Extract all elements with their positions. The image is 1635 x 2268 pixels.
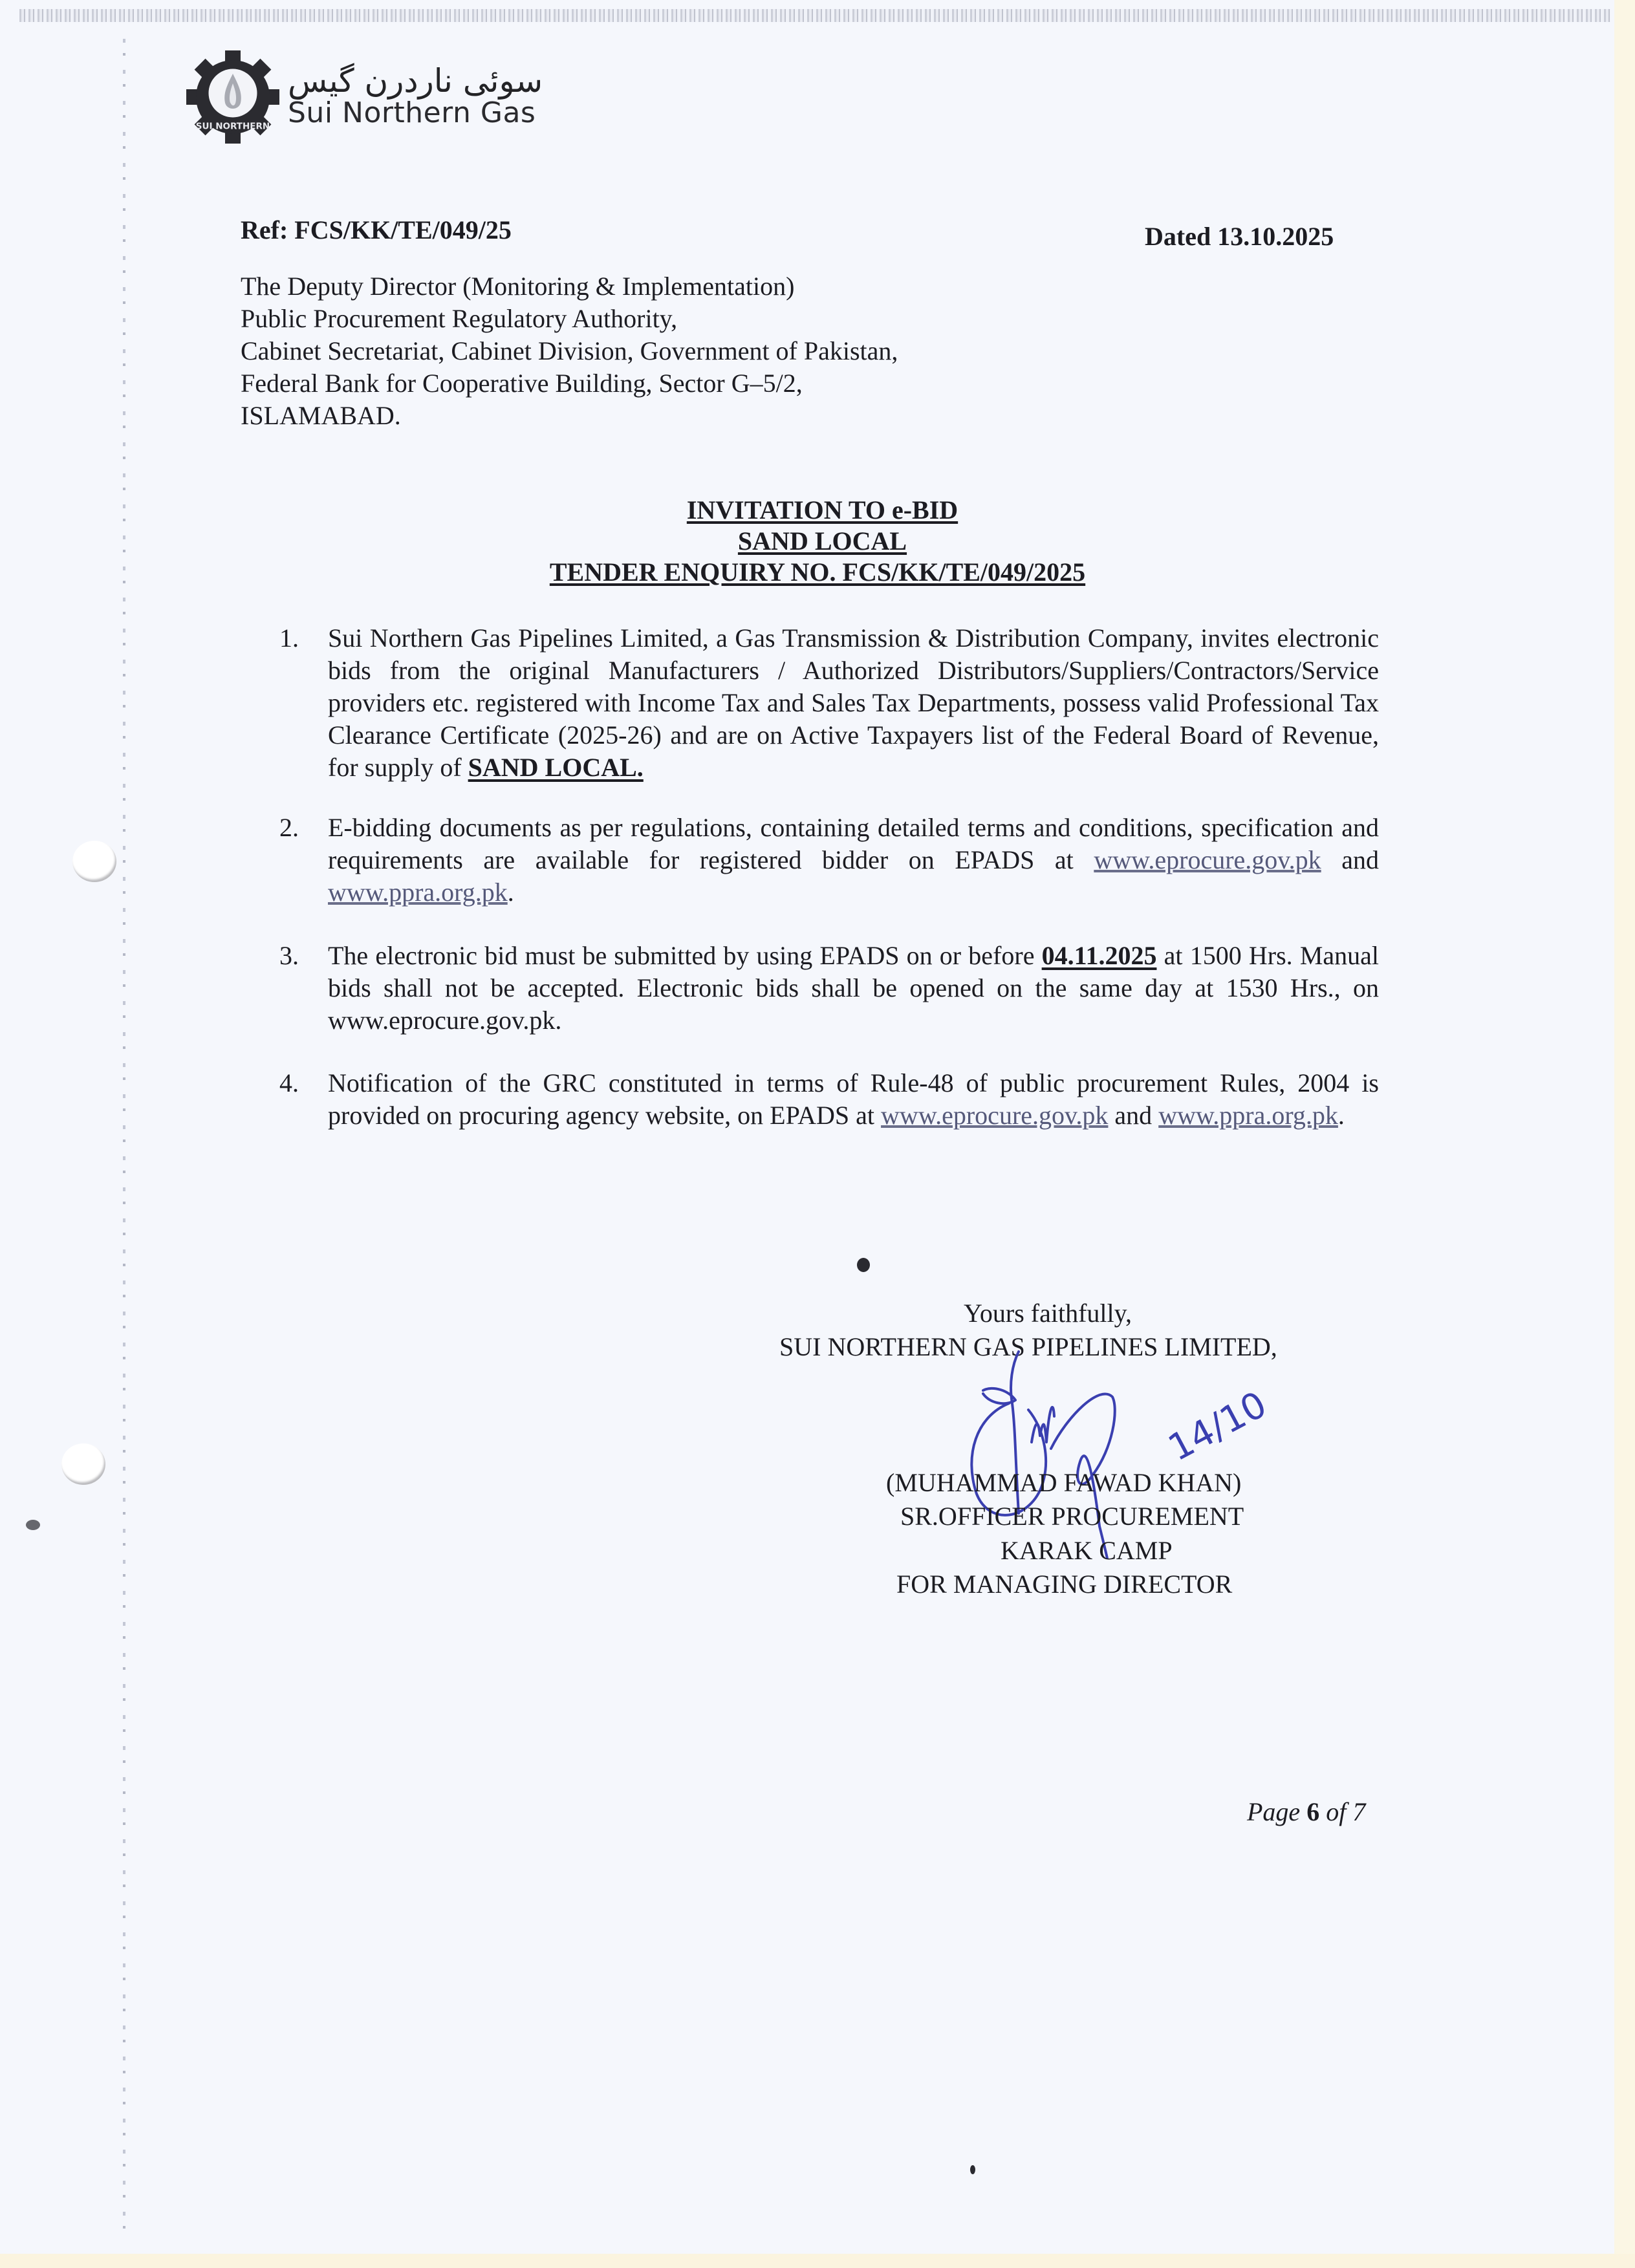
supply-item-emphasis: SAND LOCAL. <box>468 753 644 782</box>
reference-number: Ref: FCS/KK/TE/049/25 <box>241 215 512 244</box>
signature-date: 14/10 <box>1162 1383 1274 1470</box>
page-of: of <box>1326 1797 1347 1826</box>
paragraph-2 <box>279 812 1379 909</box>
paragraph-number: 3. <box>279 941 299 970</box>
scan-margin-right <box>1614 0 1635 2268</box>
signatory-title: SR.OFFICER PROCUREMENT <box>900 1502 1244 1531</box>
binding-edge-artifact <box>123 39 125 2238</box>
title-tender-number: TENDER ENQUIRY NO. FCS/KK/TE/049/2025 <box>549 557 1086 587</box>
paragraph-1 <box>279 622 1379 784</box>
paragraph-text: E-bidding documents as per regulations, containing detailed terms and conditions, specification and requirements are available for registered bidder on EPADS at <box>328 813 1379 874</box>
signatory-on-behalf: FOR MANAGING DIRECTOR <box>896 1570 1233 1599</box>
title-item: SAND LOCAL <box>737 526 907 556</box>
ppra-link[interactable]: www.ppra.org.pk <box>328 878 508 907</box>
paragraph-number: 2. <box>279 813 299 842</box>
ink-speck <box>857 1258 870 1272</box>
logo-emblem-text: SUI NORTHERN <box>195 121 270 132</box>
ppra-link[interactable]: www.ppra.org.pk <box>1158 1101 1338 1130</box>
eprocure-link[interactable]: www.eprocure.gov.pk <box>1094 845 1321 874</box>
paragraph-text: Notification of the GRC constituted in terms of Rule-48 of public procurement Rules, 2004 is provided on procuring agency website, on EPADS at <box>328 1068 1379 1130</box>
logo-english-name: Sui Northern Gas <box>288 96 536 129</box>
paragraph-text: The electronic bid must be submitted by using EPADS on or before <box>328 941 1035 970</box>
page-total: 7 <box>1352 1797 1366 1826</box>
signatory-name: (MUHAMMAD FAWAD KHAN) <box>886 1468 1242 1497</box>
punch-hole-icon <box>72 841 116 882</box>
eprocure-link[interactable]: www.eprocure.gov.pk <box>881 1101 1109 1130</box>
submission-deadline: 04.11.2025 <box>1041 941 1157 970</box>
ink-speck <box>970 2165 975 2174</box>
period: . <box>1337 1101 1345 1130</box>
signatory-company: SUI NORTHERN GAS PIPELINES LIMITED, <box>779 1332 1277 1361</box>
scan-margin-bottom <box>0 2254 1635 2268</box>
address-line: The Deputy Director (Monitoring & Implementation) <box>241 272 795 301</box>
company-logo <box>184 49 543 146</box>
paragraph-number: 4. <box>279 1068 299 1097</box>
gear-flame-logo-icon <box>184 49 281 146</box>
ink-speck <box>26 1520 40 1530</box>
title-invitation: INVITATION TO e-BID <box>686 495 958 524</box>
page-number <box>1247 1797 1365 1827</box>
signatory-location: KARAK CAMP <box>1001 1536 1173 1565</box>
logo-urdu-name: سوئی ناردرن گیس <box>288 61 543 100</box>
conjunction-text: and <box>1114 1101 1153 1130</box>
address-line: Public Procurement Regulatory Authority, <box>241 304 678 333</box>
period: . <box>507 878 514 907</box>
document-title <box>0 495 1635 588</box>
recipient-address <box>241 270 898 432</box>
address-line: Cabinet Secretariat, Cabinet Division, Government of Pakistan, <box>241 336 898 365</box>
paragraph-3 <box>279 940 1379 1037</box>
paragraph-4 <box>279 1067 1379 1132</box>
conjunction-text: and <box>1341 845 1379 874</box>
address-line: Federal Bank for Cooperative Building, Sector G–5/2, <box>241 369 803 398</box>
paragraph-text: at 1500 Hrs. Manual bids shall not be accepted. Electronic bids shall be opened on the same day at 1530 Hrs., on www.eprocure.gov.pk. <box>328 941 1380 1035</box>
closing-salutation: Yours faithfully, <box>964 1299 1132 1328</box>
page-current: 6 <box>1306 1797 1320 1826</box>
scan-artifact-band <box>19 9 1610 22</box>
page-prefix: Page <box>1247 1797 1301 1826</box>
address-line: ISLAMABAD. <box>241 401 401 430</box>
punch-hole-icon <box>61 1443 105 1485</box>
letter-date: Dated 13.10.2025 <box>1145 222 1334 251</box>
paragraph-text: Sui Northern Gas Pipelines Limited, a Gas Transmission & Distribution Company, invites electronic bids from the original Manufacturers / Authorized Distributors/Suppliers/Contractors/Service providers etc. registered with Income Tax and Sales Tax Departments, possess valid Professional Tax Clearance Certificate (2025-26) and are on Active Taxpayers list of the Federal Board of Revenue, for supply of <box>328 623 1379 782</box>
paragraph-number: 1. <box>279 623 299 653</box>
